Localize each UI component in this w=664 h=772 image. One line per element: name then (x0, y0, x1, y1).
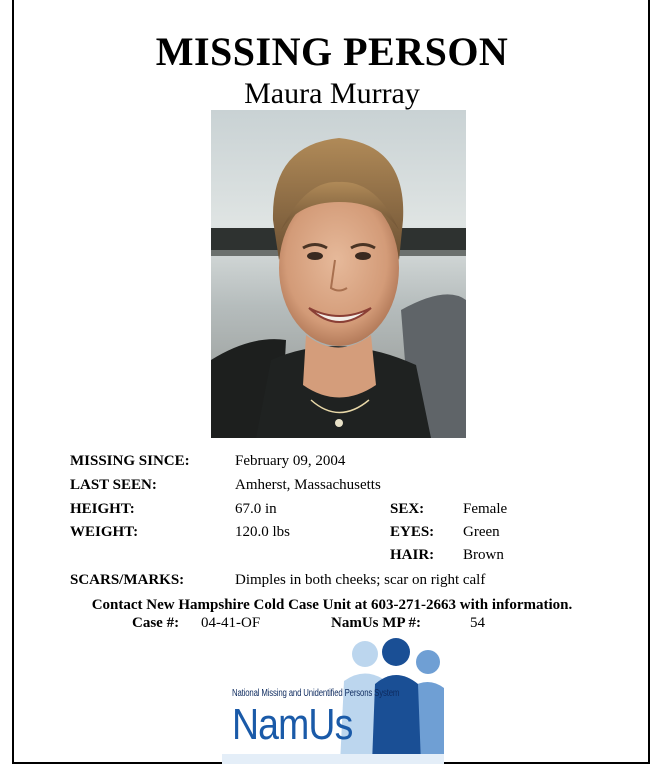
case-number-value: 04-41-OF (201, 615, 261, 631)
height-label: HEIGHT: (70, 501, 135, 517)
scars-value: Dimples in both cheeks; scar on right calf (235, 572, 486, 588)
contact-info: Contact New Hampshire Cold Case Unit at 603-271-2663 with information. (91, 597, 573, 613)
hair-label: HAIR: (390, 547, 435, 563)
last-seen-value: Amherst, Massachusetts (235, 477, 381, 493)
namus-number-label: NamUs MP #: (331, 615, 421, 631)
eyes-value: Green (463, 524, 500, 540)
person-name: Maura Murray (244, 77, 420, 110)
height-value: 67.0 in (235, 501, 277, 517)
namus-logo (222, 636, 444, 764)
weight-label: WEIGHT: (70, 524, 139, 540)
namus-number-value: 54 (470, 615, 485, 631)
hair-value: Brown (463, 547, 504, 563)
eyes-label: EYES: (390, 524, 435, 540)
logo-wordmark: NamUs (232, 700, 353, 749)
sex-label: SEX: (390, 501, 425, 517)
missing-since-label: MISSING SINCE: (70, 453, 190, 469)
person-photo (211, 110, 466, 438)
missing-since-value: February 09, 2004 (235, 453, 346, 469)
sex-value: Female (463, 501, 508, 517)
weight-value: 120.0 lbs (235, 524, 291, 540)
case-number-label: Case #: (132, 615, 180, 631)
last-seen-label: LAST SEEN: (70, 477, 157, 493)
scars-label: SCARS/MARKS: (70, 572, 185, 588)
logo-tagline: National Missing and Unidentified Persons System (232, 688, 400, 699)
poster-heading: MISSING PERSON (155, 29, 509, 74)
